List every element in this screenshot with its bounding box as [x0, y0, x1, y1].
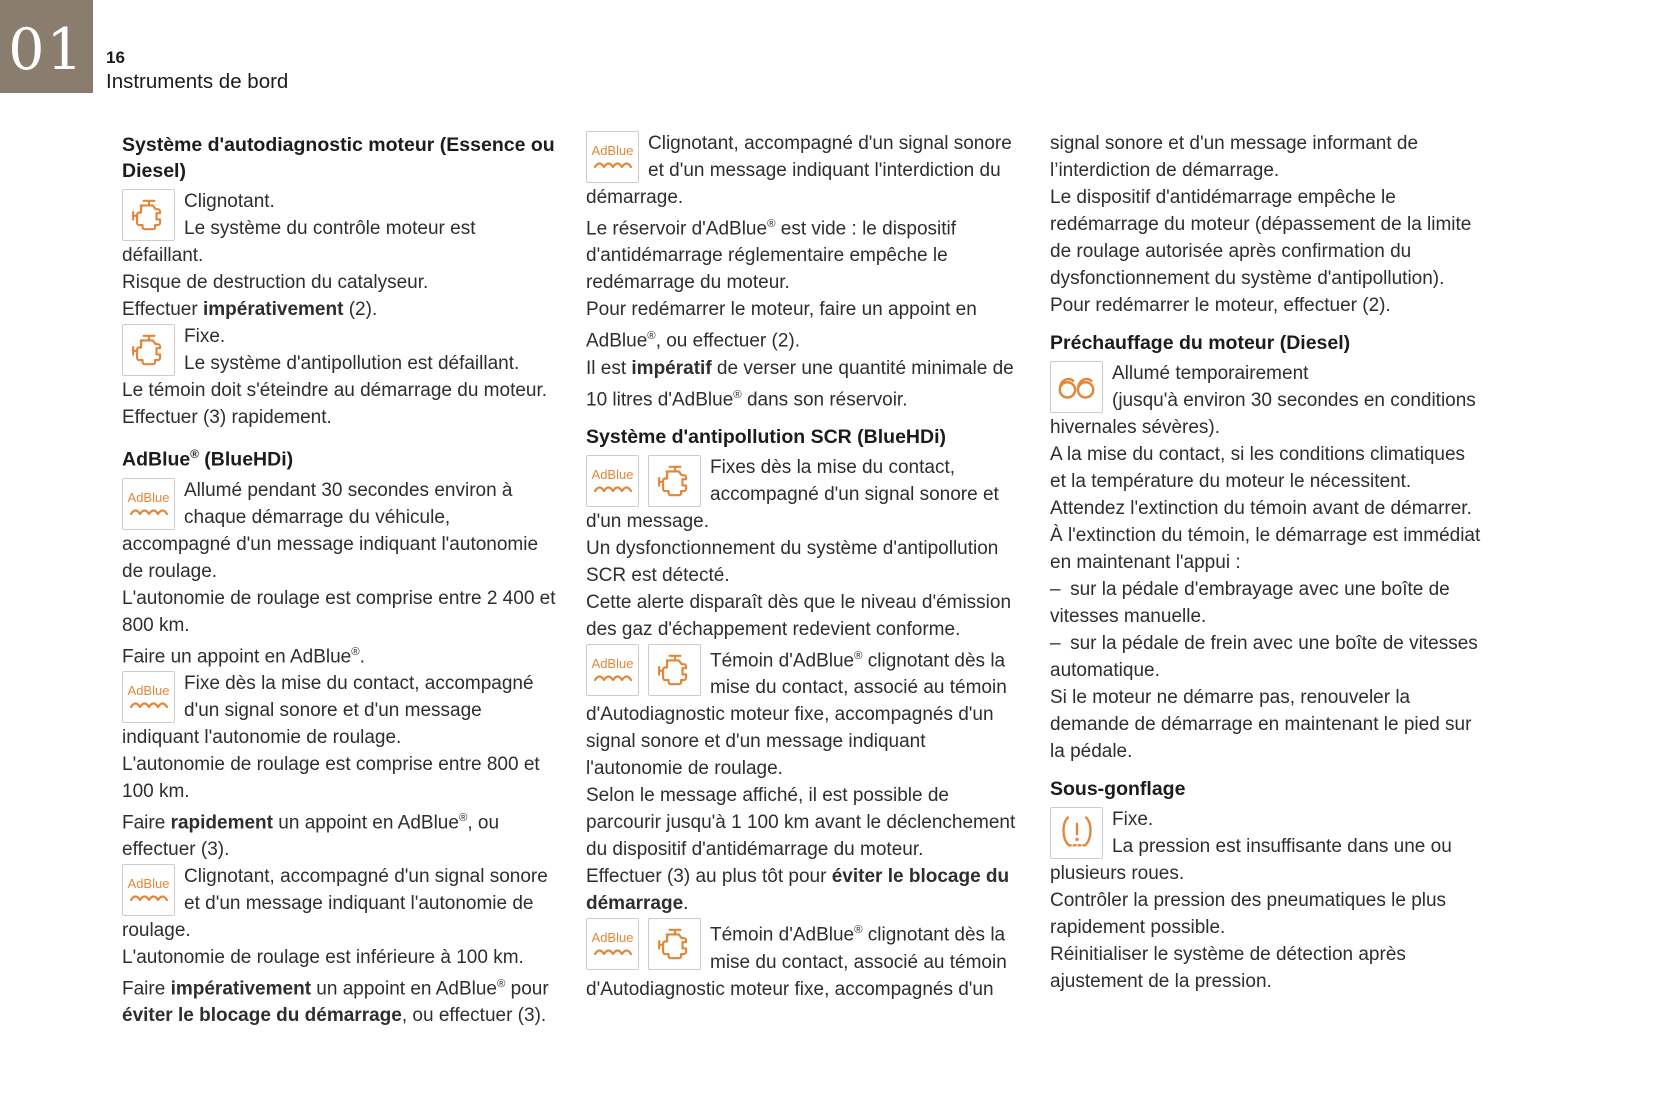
paragraph: [1050, 441, 1484, 495]
paragraph: [586, 355, 1020, 413]
text-run: Le dispositif d'antidémarrage empêche le redémarrage du moteur (dépassement de la limite de roulage autorisée après confirmation du dysfonctionnement du système d'antipollution).: [1050, 187, 1472, 289]
page-content: [122, 130, 1484, 1029]
paragraph: [122, 805, 556, 863]
text-run: Sous-gonflage: [1050, 778, 1186, 800]
text-run: Le témoin doit s'éteindre au démarrage du moteur.: [122, 380, 548, 401]
text-run: Système d'antipollution SCR (BlueHDi): [586, 425, 946, 448]
text-run: L'autonomie de roulage est comprise entre 2 400 et 800 km.: [122, 587, 556, 636]
text-run: Cette alerte disparaît dès que le niveau d'émission des gaz d'échappement redevient conforme.: [586, 591, 1012, 640]
adblue-warning-icon: [122, 671, 175, 723]
paragraph: [1050, 630, 1484, 684]
engine-warning-icon: [122, 324, 175, 376]
text-run: Fixe.: [184, 326, 226, 347]
text-run: Il est: [586, 357, 632, 379]
text-run: Effectuer (3) rapidement.: [122, 407, 332, 428]
text-run: Faire: [122, 978, 171, 1000]
adblue-wave-glyph: [593, 671, 633, 683]
text-run: Faire: [122, 812, 171, 834]
section-heading: [122, 132, 556, 184]
paragraph: [586, 211, 1020, 296]
paragraph: [586, 589, 1020, 643]
engine-icon-glyph: [129, 330, 169, 370]
text-run: Le système d'antipollution est défaillant.: [184, 353, 520, 374]
text-run: pour: [505, 978, 549, 1000]
text-run: Pour redémarrer le moteur, faire un appoint en AdBlue: [586, 299, 977, 352]
text-run: Effectuer (3) au plus tôt pour: [586, 866, 832, 888]
paragraph: [586, 782, 1020, 863]
text-run: ®: [854, 649, 863, 662]
paragraph: [1050, 495, 1484, 522]
indicator-description: [586, 917, 1020, 1002]
section-title: Instruments de bord: [106, 69, 289, 93]
text-run: – sur la pédale de frein avec une boîte de vitesses automatique.: [1050, 633, 1478, 681]
engine-icon-glyph: [655, 650, 695, 690]
paragraph: [122, 971, 556, 1029]
text-run: L'autonomie de roulage est inférieure à 100 km.: [122, 947, 524, 969]
text-run: est vide : le dispositif d'antidémarrage réglementaire empêche le redémarrage du moteur.: [586, 218, 957, 294]
indicator-description: [122, 477, 556, 585]
adblue-wave-glyph: [593, 945, 633, 957]
glow-plug-icon-glyph: [1056, 370, 1098, 404]
indicator-description: [122, 188, 556, 269]
text-run: signal sonore et d'un message informant de l’interdiction de démarrage.: [1050, 133, 1419, 181]
paragraph: [1050, 684, 1484, 765]
text-run: La pression est insuffisante dans une ou plusieurs roues.: [1050, 836, 1452, 884]
text-run: Allumé temporairement: [1112, 363, 1309, 384]
text-run: clignotant dès la mise du contact, associé au témoin d'Autodiagnostic moteur fixe, accompagnés d'un signal sonore et d'un message indiquant l'autonomie de roulage.: [586, 650, 1007, 780]
text-run: (BlueHDi): [198, 448, 294, 471]
text-run: Fixe.: [1112, 809, 1154, 830]
text-run: impératif: [631, 357, 712, 379]
tire-pressure-warning-icon: [1050, 807, 1103, 859]
engine-warning-icon: [648, 918, 701, 970]
text-run: Système d'autodiagnostic moteur (Essence ou Diesel): [122, 134, 555, 182]
text-run: Risque de destruction du catalyseur.: [122, 272, 429, 293]
text-run: Réinitialiser le système de détection après ajustement de la pression.: [1050, 944, 1406, 992]
text-run: Si le moteur ne démarre pas, renouveler la demande de démarrage en maintenant le pied sur la pédale.: [1050, 687, 1472, 762]
text-run: un appoint en AdBlue: [273, 812, 459, 834]
text-run: AdBlue: [122, 448, 191, 471]
text-run: Le système du contrôle moteur est défaillant.: [122, 218, 476, 266]
paragraph: [122, 944, 556, 971]
adblue-wave-glyph: [593, 158, 633, 170]
text-run: À l'extinction du témoin, le démarrage est immédiat en maintenant l'appui :: [1050, 525, 1481, 573]
text-run: , ou effectuer (3).: [122, 812, 500, 861]
paragraph: [122, 639, 556, 670]
adblue-wave-glyph: [129, 505, 169, 517]
text-run: ®: [854, 924, 863, 937]
text-run: Le réservoir d'AdBlue: [586, 218, 768, 240]
text-run: Témoin d'AdBlue: [710, 924, 855, 946]
adblue-warning-icon: [586, 131, 639, 183]
paragraph: [1050, 184, 1484, 292]
text-run: Témoin d'AdBlue: [710, 650, 855, 672]
engine-icon-glyph: [129, 195, 169, 235]
glow-plug-warning-icon: [1050, 361, 1103, 413]
adblue-icon-label: AdBlue: [127, 682, 170, 698]
adblue-warning-icon: [586, 644, 639, 696]
text-run: ®: [190, 448, 199, 461]
text-run: – sur la pédale d'embrayage avec une boîte de vitesses manuelle.: [1050, 579, 1450, 627]
paragraph: [1050, 292, 1484, 319]
paragraph: [122, 751, 556, 805]
text-run: Pour redémarrer le moteur, effectuer (2).: [1050, 295, 1391, 316]
adblue-icon-label: AdBlue: [591, 466, 634, 482]
adblue-icon-label: AdBlue: [591, 655, 634, 671]
paragraph: [122, 296, 556, 323]
engine-warning-icon: [648, 644, 701, 696]
adblue-wave-glyph: [593, 482, 633, 494]
engine-icon-glyph: [655, 924, 695, 964]
engine-warning-icon: [648, 455, 701, 507]
paragraph: [1050, 576, 1484, 630]
text-run: , ou effectuer (2).: [655, 330, 801, 352]
indicator-description: [122, 863, 556, 944]
tire-pressure-icon-glyph: [1057, 813, 1097, 853]
text-run: Clignotant, accompagné d'un signal sonore et d'un message indiquant l'interdiction du démarrage.: [586, 133, 1012, 208]
text-run: Fixes dès la mise du contact, accompagné d'un signal sonore et d'un message.: [586, 456, 999, 532]
page-number: 16: [106, 48, 125, 67]
text-run: Clignotant.: [184, 191, 275, 212]
text-run: .: [359, 645, 365, 667]
chapter-tab: [0, 0, 93, 93]
paragraph: [586, 296, 1020, 354]
adblue-icon-label: AdBlue: [591, 930, 634, 946]
text-run: Selon le message affiché, il est possible de parcourir jusqu'à 1 100 km avant le déclenchement du dispositif d'antidémarrage du moteur.: [586, 785, 1016, 861]
chapter-number: 01: [8, 16, 85, 83]
text-run: L'autonomie de roulage est comprise entre 800 et 100 km.: [122, 753, 540, 802]
text-run: (2).: [343, 299, 378, 320]
text-run: rapidement: [170, 812, 273, 834]
section-heading: [586, 424, 1020, 450]
text-run: de verser une quantité minimale de 10 litres d'AdBlue: [586, 357, 1014, 410]
text-run: Faire un appoint en AdBlue: [122, 645, 352, 667]
text-run: ®: [767, 218, 776, 230]
page-meta: [106, 48, 288, 93]
indicator-description: [586, 643, 1020, 782]
text-run: impérativement: [202, 299, 344, 320]
adblue-wave-glyph: [129, 698, 169, 710]
text-run: , ou effectuer (3).: [401, 1005, 547, 1027]
paragraph: [122, 269, 556, 296]
paragraph: [1050, 941, 1484, 995]
indicator-description: [586, 130, 1020, 211]
engine-warning-icon: [122, 189, 175, 241]
text-run: ®: [351, 645, 360, 658]
engine-icon-glyph: [655, 461, 695, 501]
paragraph: [122, 404, 556, 431]
column-1: [122, 130, 556, 1029]
text-run: Attendez l'extinction du témoin avant de démarrer.: [1050, 498, 1472, 519]
adblue-icon-label: AdBlue: [591, 143, 634, 158]
text-run: ®: [647, 330, 656, 343]
section-heading: [122, 442, 556, 473]
text-run: (jusqu'à environ 30 secondes en conditions hivernales sévères).: [1050, 390, 1476, 438]
indicator-description: [122, 670, 556, 751]
paragraph: [586, 863, 1020, 917]
text-run: Effectuer: [122, 299, 203, 320]
text-run: A la mise du contact, si les conditions climatiques et la température du moteur le nécessitent.: [1050, 444, 1466, 492]
paragraph: [122, 585, 556, 639]
text-run: impérativement: [170, 978, 312, 1000]
text-run: Fixe dès la mise du contact, accompagné d'un signal sonore et d'un message indiquant l'autonomie de roulage.: [122, 672, 534, 748]
text-run: Allumé pendant 30 secondes environ à chaque démarrage du véhicule, accompagné d'un message indiquant l'autonomie de roulage.: [122, 479, 539, 582]
text-run: ®: [496, 978, 506, 991]
adblue-warning-icon: [586, 918, 639, 970]
indicator-description: [122, 323, 556, 377]
column-3: [1050, 130, 1484, 1029]
paragraph: [1050, 130, 1484, 184]
text-run: ®: [458, 811, 468, 824]
text-run: éviter le blocage du démarrage: [586, 866, 1010, 915]
adblue-warning-icon: [586, 455, 639, 507]
text-run: Préchauffage du moteur (Diesel): [1050, 332, 1351, 354]
text-run: dans son réservoir.: [741, 388, 908, 410]
adblue-warning-icon: [122, 864, 175, 916]
paragraph: [1050, 887, 1484, 941]
adblue-icon-label: AdBlue: [127, 489, 170, 505]
text-run: .: [683, 893, 689, 915]
text-run: un appoint en AdBlue: [311, 978, 497, 1000]
text-run: ®: [733, 388, 742, 401]
text-run: clignotant dès la mise du contact, associé au témoin d'Autodiagnostic moteur fixe, accompagnés d'un: [586, 924, 1007, 1000]
adblue-icon-label: AdBlue: [127, 876, 170, 892]
text-run: Un dysfonctionnement du système d'antipollution SCR est détecté.: [586, 537, 999, 586]
text-run: Clignotant, accompagné d'un signal sonore et d'un message indiquant l'autonomie de roulage.: [122, 866, 548, 942]
section-heading: [1050, 776, 1484, 802]
indicator-description: [1050, 360, 1484, 441]
indicator-description: [586, 454, 1020, 535]
paragraph: [122, 377, 556, 404]
adblue-wave-glyph: [129, 891, 169, 903]
adblue-warning-icon: [122, 478, 175, 530]
section-heading: [1050, 330, 1484, 356]
paragraph: [1050, 522, 1484, 576]
text-run: Contrôler la pression des pneumatiques le plus rapidement possible.: [1050, 890, 1447, 938]
text-run: éviter le blocage du démarrage: [122, 1005, 402, 1027]
paragraph: [586, 535, 1020, 589]
column-2: [586, 130, 1020, 1029]
indicator-description: [1050, 806, 1484, 887]
